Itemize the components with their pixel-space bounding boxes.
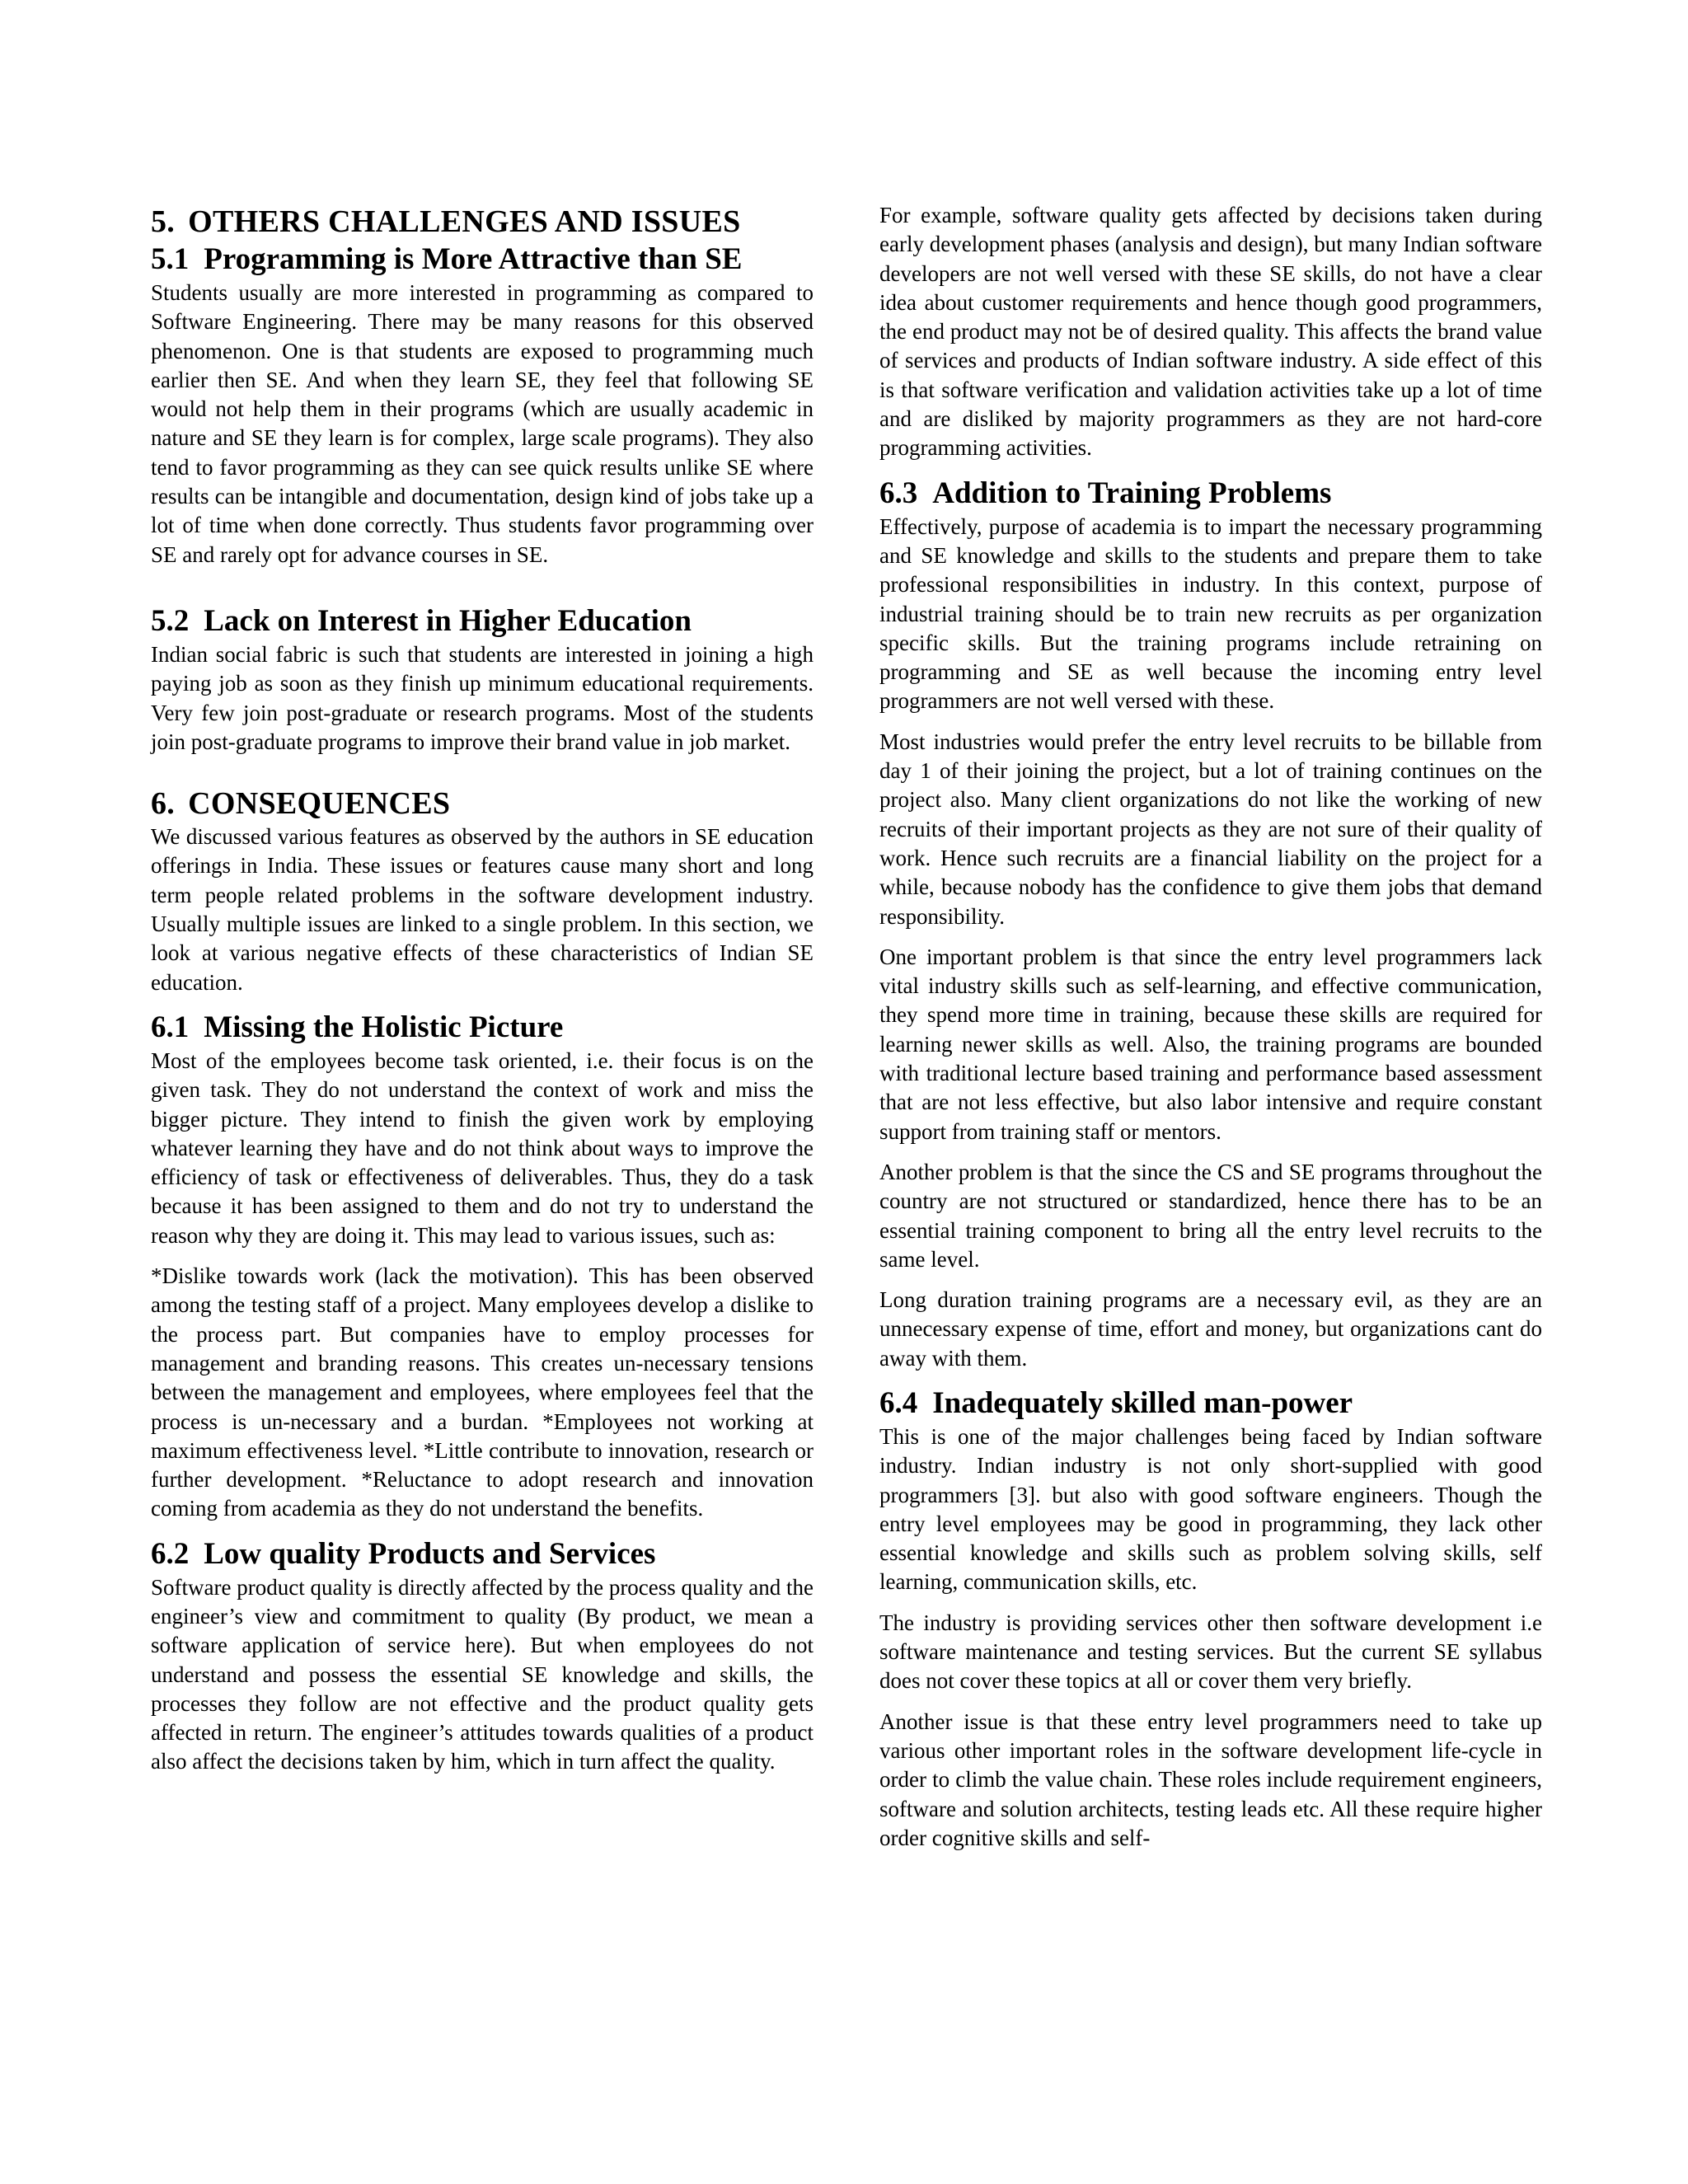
section-number: 6.2 <box>151 1536 190 1571</box>
section-5-heading <box>151 203 814 241</box>
paragraph: Another problem is that the since the CS and SE programs throughout the country are not structured or standardized, hence there has to be an essential training component to bring all the entry level recruits to the same level. <box>879 1159 1542 1272</box>
paragraph: For example, software quality gets affected by decisions taken during early development phases (analysis and design), but many Indian software developers are not well versed with these SE skills, do not have a clear idea about customer requirements and hence though good programmers, the end product may not be of desired quality. This affects the brand value of services and products of Indian software industry. A side effect of this is that software verification and validation activities take up a lot of time and are disliked by majority programmers as they are not hard-core programming activities. <box>879 203 1542 461</box>
section-number: 6.3 <box>879 476 918 510</box>
section-title: Inadequately skilled man-power <box>932 1385 1353 1420</box>
paragraph: Most industries would prefer the entry level recruits to be billable from day 1 of their joining the project, but a lot of training continues on the project also. Many client organizations do not like the working of new recruits of their important projects as they are not sure of their quality of work. Hence such recruits are a financial liability on the project for a while, because nobody has the confidence to give them jobs that demand responsibility. <box>879 729 1542 929</box>
paragraph: Students usually are more interested in programming as compared to Software Engineering. There may be many reasons for this observed phenomenon. One is that students are exposed to programming much earlier then SE. And when they learn SE, they feel that following SE would not help them in their programs (which are usually academic in nature and SE they learn is for complex, large scale programs). They also tend to favor programming as they can see quick results unlike SE where results can be intangible and documentation, design kind of jobs take up a lot of time when done correctly. Thus students favor programming over SE and rarely opt for advance courses in SE. <box>151 280 814 567</box>
section-number: 6.1 <box>151 1010 190 1044</box>
section-title: Missing the Holistic Picture <box>204 1010 564 1044</box>
paragraph: One important problem is that since the entry level programmers lack vital industry skills such as self-learning, and effective communication, they spend more time in training, because these skills are required for learning newer skills as well. Also, the training programs are bounded with traditional lecture based training and performance based assessment that are not less effective, but also labor intensive and require constant support from training staff or mentors. <box>879 944 1542 1144</box>
paragraph: Another issue is that these entry level programmers need to take up various other important roles in the software development life-cycle in order to climb the value chain. These roles include requirement engineers, software and solution architects, testing leads etc. All these require higher order cognitive skills and self- <box>879 1708 1542 1850</box>
right-column <box>879 201 1542 1853</box>
paragraph: The industry is providing services other then software development i.e software maintenance and testing services. But the current SE syllabus does not cover these topics at all or cover them very briefly. <box>879 1610 1542 1694</box>
paragraph: Effectively, purpose of academia is to impart the necessary programming and SE knowledge and skills to the students and prepare them to take professional responsibilities in industry. In this context, purpose of industrial training should be to train new recruits as per organization specific skills. But the training programs include retraining on programming and SE as well because the incoming entry level programmers are not well versed with these. <box>879 513 1542 714</box>
left-column <box>151 203 814 1777</box>
paragraph: This is one of the major challenges being faced by Indian software industry. Indian industry is not only short-supplied with good programmers [3]. but also with good software engineers. Though the entry level employees may be good in programming, they lack other essential knowledge and skills such as problem solving skills, self learning, communication skills, etc. <box>879 1423 1542 1595</box>
section-6-2-heading <box>151 1535 814 1573</box>
section-5-1-heading <box>151 241 814 279</box>
paragraph: Long duration training programs are a necessary evil, as they are an unnecessary expense of time, effort and money, but organizations cant do away with them. <box>879 1287 1542 1371</box>
section-number: 6. <box>151 786 176 822</box>
paragraph: Software product quality is directly affected by the process quality and the engineer’s view and commitment to quality (By product, we mean a software application of service here). But when employees do not understand and possess the essential SE knowledge and skills, the processes they follow are not effective and the product quality gets affected in return. The engineer’s attitudes towards qualities of a product also affect the decisions taken by him, which in turn affect the quality. <box>151 1574 814 1774</box>
section-number: 6.4 <box>879 1385 918 1420</box>
paragraph: We discussed various features as observed by the authors in SE education offerings in India. These issues or features cause many short and long term people related problems in the software development industry. Usually multiple issues are linked to a single problem. In this section, we look at various negative effects of these characteristics of Indian SE education. <box>151 824 814 995</box>
section-title: OTHERS CHALLENGES AND ISSUES <box>188 204 741 239</box>
section-number: 5. <box>151 204 176 239</box>
section-title: Low quality Products and Services <box>204 1536 656 1571</box>
paragraph: Indian social fabric is such that students are interested in joining a high paying job as soon as they finish up minimum educational requirements. Very few join post-graduate or research programs. Most of the students join post-graduate programs to improve their brand value in job market. <box>151 641 814 754</box>
section-5-2-heading <box>151 602 814 640</box>
section-number: 5.2 <box>151 603 190 638</box>
section-title: CONSEQUENCES <box>188 786 451 822</box>
section-6-1-heading <box>151 1009 814 1047</box>
paragraph: Most of the employees become task oriented, i.e. their focus is on the given task. They do not understand the context of work and miss the bigger picture. They intend to finish the given work by employing whatever learning they have and do not think about ways to improve the efficiency of task or effectiveness of deliverables. Thus, they do a task because it has been assigned to them and do not try to understand the reason why they are doing it. This may lead to various issues, such as: <box>151 1047 814 1248</box>
section-title: Programming is More Attractive than SE <box>204 242 743 276</box>
section-6-4-heading <box>879 1385 1542 1422</box>
section-title: Addition to Training Problems <box>932 476 1332 510</box>
section-6-3-heading <box>879 475 1542 513</box>
section-6-heading <box>151 785 814 823</box>
section-title: Lack on Interest in Higher Education <box>204 603 692 638</box>
paragraph: *Dislike towards work (lack the motivation). This has been observed among the testing staff of a project. Many employees develop a dislike to the process part. But companies have to employ processes for management and branding reasons. This creates un-necessary tensions between the management and employees, where employees feel that the process is un-necessary and a burdan. *Employees not working at maximum effectiveness level. *Little contribute to innovation, research or further development. *Reluctance to adopt research and innovation coming from academia as they do not understand the benefits. <box>151 1263 814 1521</box>
section-number: 5.1 <box>151 242 190 276</box>
